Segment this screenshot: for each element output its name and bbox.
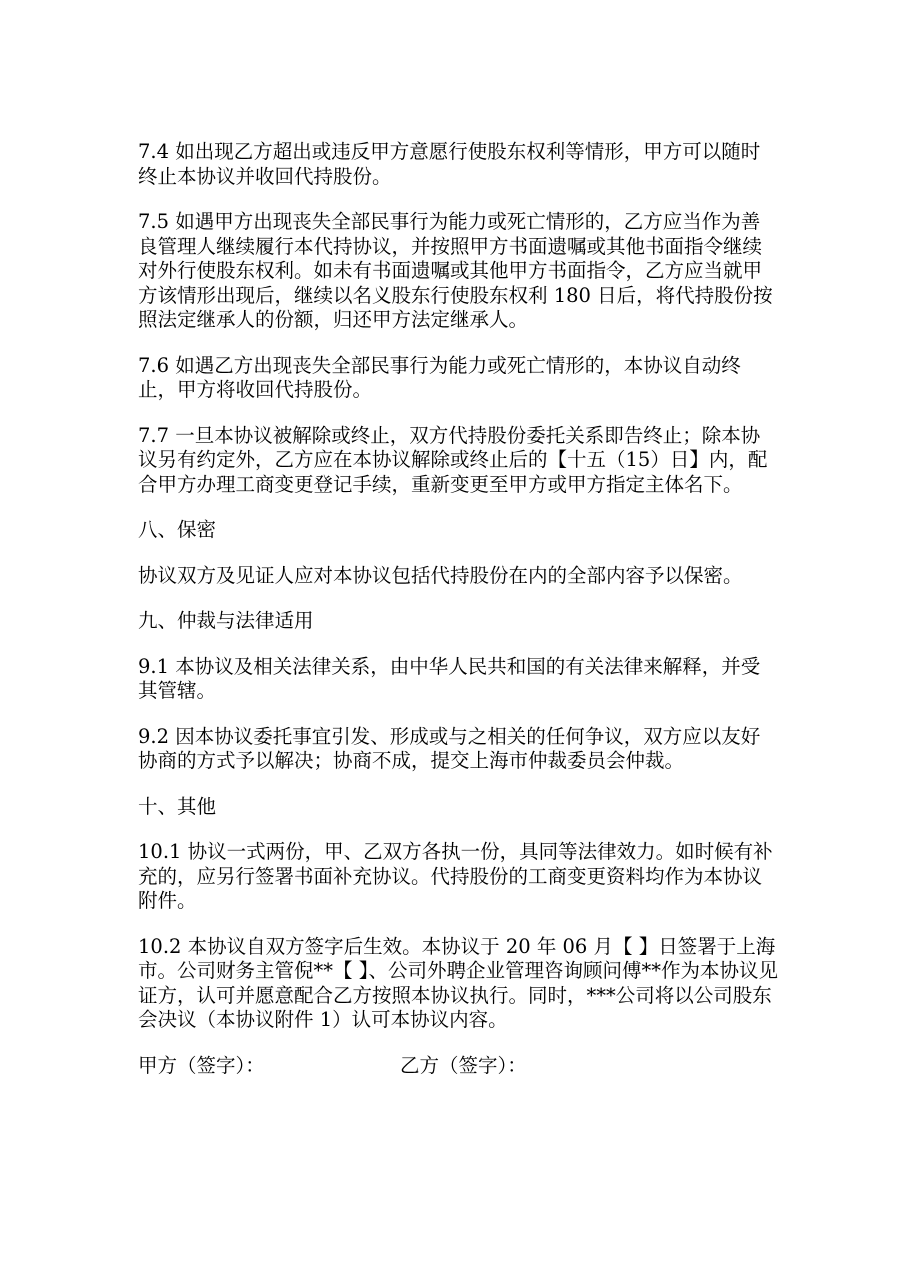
clause-8: 协议双方及见证人应对本协议包括代持股份在内的全部内容予以保密。: [138, 563, 743, 587]
document-page: [138, 140, 778, 1080]
section-heading-9: 九、仲裁与法律适用: [138, 609, 314, 632]
signature-block: [138, 1054, 778, 1080]
section-heading-10: 十、其他: [138, 794, 217, 818]
signature-party-b: 乙方（签字）：: [400, 1053, 527, 1077]
clause-10-1: 10.1 协议一式两份，甲、乙双方各执一份，具同等法律效力。如时候有补充的，应另行签署书面补充协议。代持股份的工商变更资料均作为本协议附件。: [138, 840, 773, 912]
section-heading-8: 八、保密: [138, 518, 217, 541]
signature-party-a: 甲方（签字）：: [138, 1053, 265, 1077]
clause-10-2: 10.2 本协议自双方签字后生效。本协议于 20 年 06 月【 】日签署于上海市。公司财务主管倪**【 】、公司外聘企业管理咨询顾问傅**作为本协议见证方，认可并愿意配合乙方按照本协议执行。同时，***公司将以公司股东会决议（本协议附件 1）认可本协议内容。: [138, 934, 778, 1031]
clause-9-2: 9.2 因本协议委托事宜引发、形成或与之相关的任何争议，双方应以友好协商的方式予以解决；协商不成，提交上海市仲裁委员会仲裁。: [138, 724, 761, 772]
clause-7-4: 7.4 如出现乙方超出或违反甲方意愿行使股东权利等情形，甲方可以随时终止本协议并收回代持股份。: [138, 140, 761, 188]
clause-7-6: 7.6 如遇乙方出现丧失全部民事行为能力或死亡情形的，本协议自动终止，甲方将收回代持股份。: [138, 353, 741, 401]
clause-9-1: 9.1 本协议及相关法律关系，由中华人民共和国的有关法律来解释，并受其管辖。: [138, 654, 761, 702]
clause-7-7: 7.7 一旦本协议被解除或终止，双方代持股份委托关系即告终止；除本协议另有约定外，乙方应在本协议解除或终止后的【十五（15）日】内，配合甲方办理工商变更登记手续，重新变更至甲方或甲方指定主体名下。: [138, 423, 768, 496]
clause-7-5: 7.5 如遇甲方出现丧失全部民事行为能力或死亡情形的，乙方应当作为善良管理人继续履行本代持协议，并按照甲方书面遗嘱或其他书面指令继续对外行使股东权利。如未有书面遗嘱或其他甲方书面指令，乙方应当就甲方该情形出现后，继续以名义股东行使股东权利 180 日后，将代持股份按照法定继承人的份额，归还甲方法定继承人。: [138, 210, 773, 331]
